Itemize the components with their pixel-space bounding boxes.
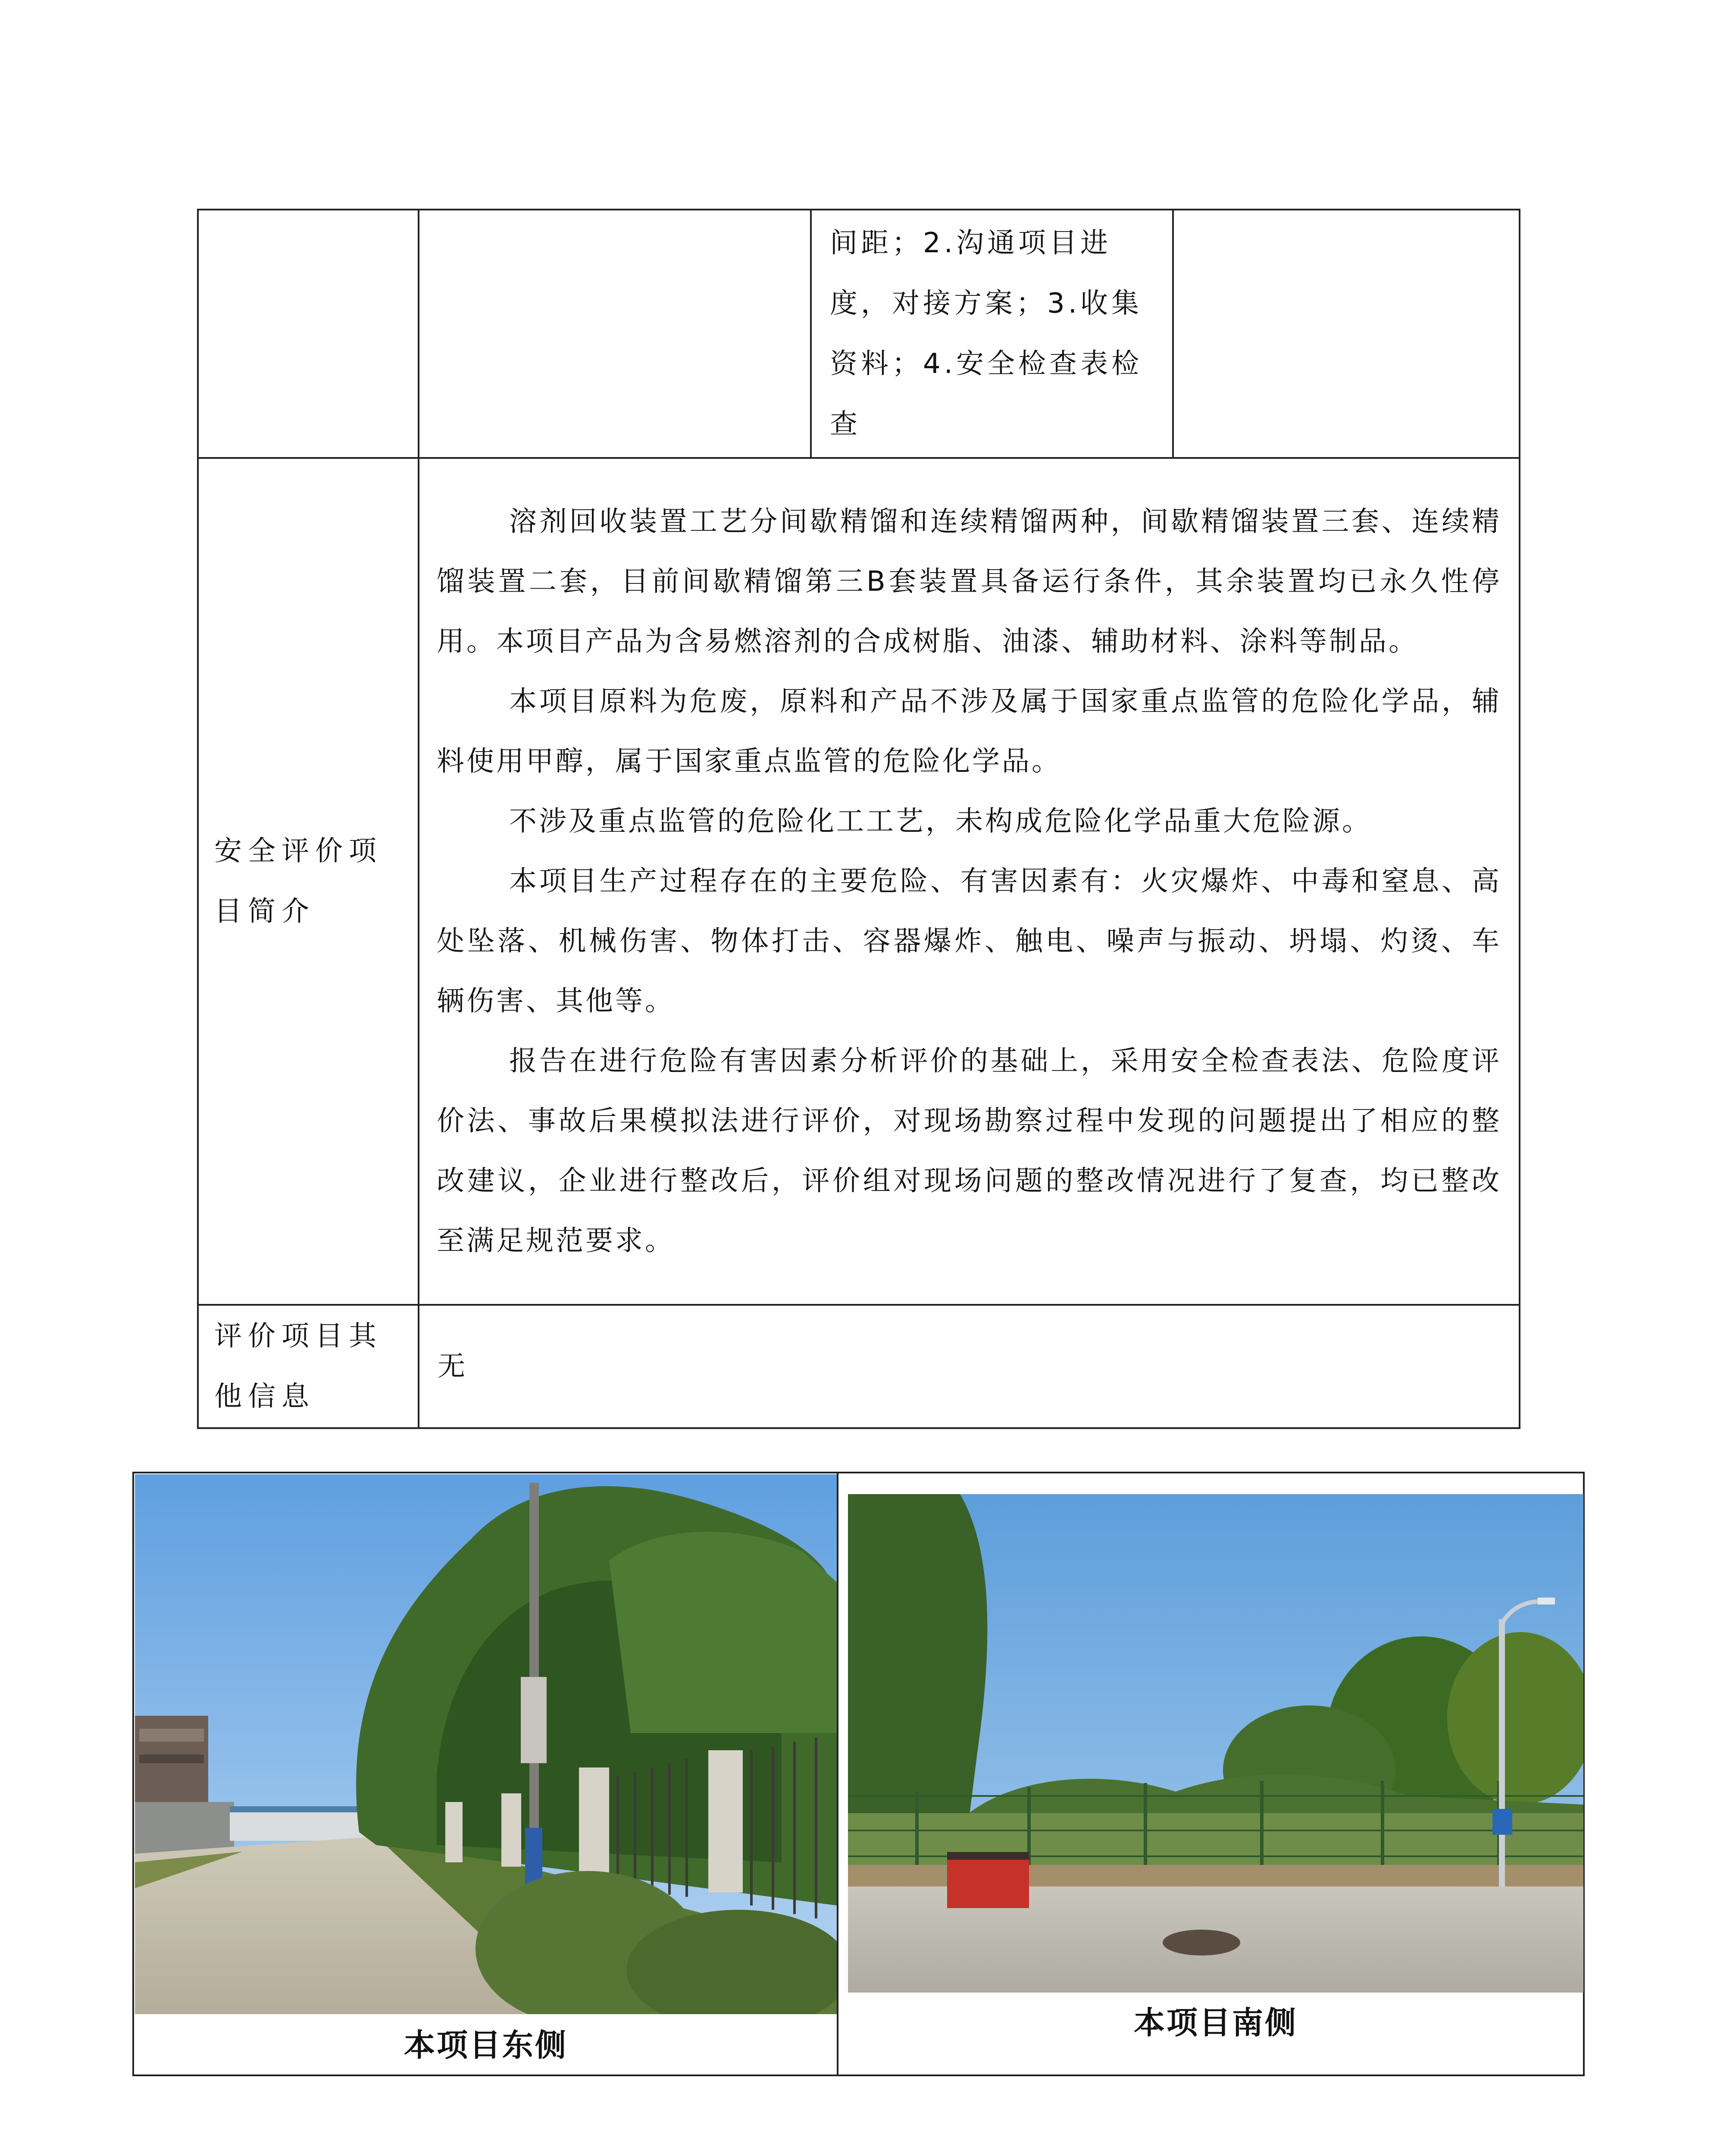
- intro-label-cell: [198, 458, 419, 1305]
- empty-cell: [198, 210, 419, 458]
- other-label: 评价项目其他信息: [214, 1320, 382, 1413]
- intro-paragraph: 不涉及重点监管的危险化工工艺，未构成危险化学品重大危险源。: [509, 805, 1372, 837]
- other-value: 无: [438, 1351, 465, 1382]
- intro-body: [419, 484, 1519, 1279]
- intro-paragraph: 报告在进行危险有害因素分析评价的基础上，采用安全检查表法、危险度评价法、事故后果模拟法进行评价，对现场勘察过程中发现的问题提出了相应的整改建议，企业进行整改后，评价组对现场问题的整改情况进行了复查，均已整改至满足规范要求。: [437, 1045, 1501, 1257]
- south-side-photo: [848, 1494, 1583, 1993]
- east-side-photo-image: [135, 1474, 837, 2014]
- intro-paragraph: 溶剂回收装置工艺分间歇精馏和连续精馏两种，间歇精馏装置三套、连续精馏装置二套，目前间歇精馏第三B套装置具备运行条件，其余装置均已永久性停用。本项目产品为含易燃溶剂的合成树脂、油漆、辅助材料、涂料等制品。: [437, 505, 1501, 658]
- south-side-photo-image: [848, 1494, 1583, 1993]
- table-row-continuation: [198, 210, 1520, 458]
- empty-cell: [419, 210, 811, 458]
- intro-paragraph: 本项目生产过程存在的主要危险、有害因素有：火灾爆炸、中毒和窒息、高处坠落、机械伤害、物体打击、容器爆炸、触电、噪声与振动、坍塌、灼烫、车辆伤害、其他等。: [437, 865, 1501, 1017]
- table-row-other: [198, 1305, 1520, 1428]
- east-side-photo: [135, 1474, 837, 2014]
- intro-body-cell: [419, 458, 1520, 1305]
- east-side-caption: 本项目东侧: [404, 2027, 568, 2063]
- empty-cell: [1173, 210, 1520, 458]
- other-label-cell: [198, 1305, 419, 1428]
- work-content-cell: [811, 210, 1173, 458]
- evaluation-info-table: [197, 209, 1520, 1429]
- photo-divider: [837, 1473, 838, 2075]
- other-value-cell: [419, 1305, 1520, 1428]
- south-side-caption: 本项目南侧: [1133, 2005, 1298, 2041]
- site-photos-grid: [132, 1472, 1585, 2076]
- intro-paragraph: 本项目原料为危废，原料和产品不涉及属于国家重点监管的危险化学品，辅料使用甲醇，属于国家重点监管的危险化学品。: [437, 685, 1501, 777]
- table-row-intro: [198, 458, 1520, 1305]
- intro-label: 安全评价项目简介: [214, 835, 382, 928]
- work-content-text: 间距；2.沟通项目进度，对接方案；3.收集资料；4.安全检查表检查: [830, 227, 1143, 440]
